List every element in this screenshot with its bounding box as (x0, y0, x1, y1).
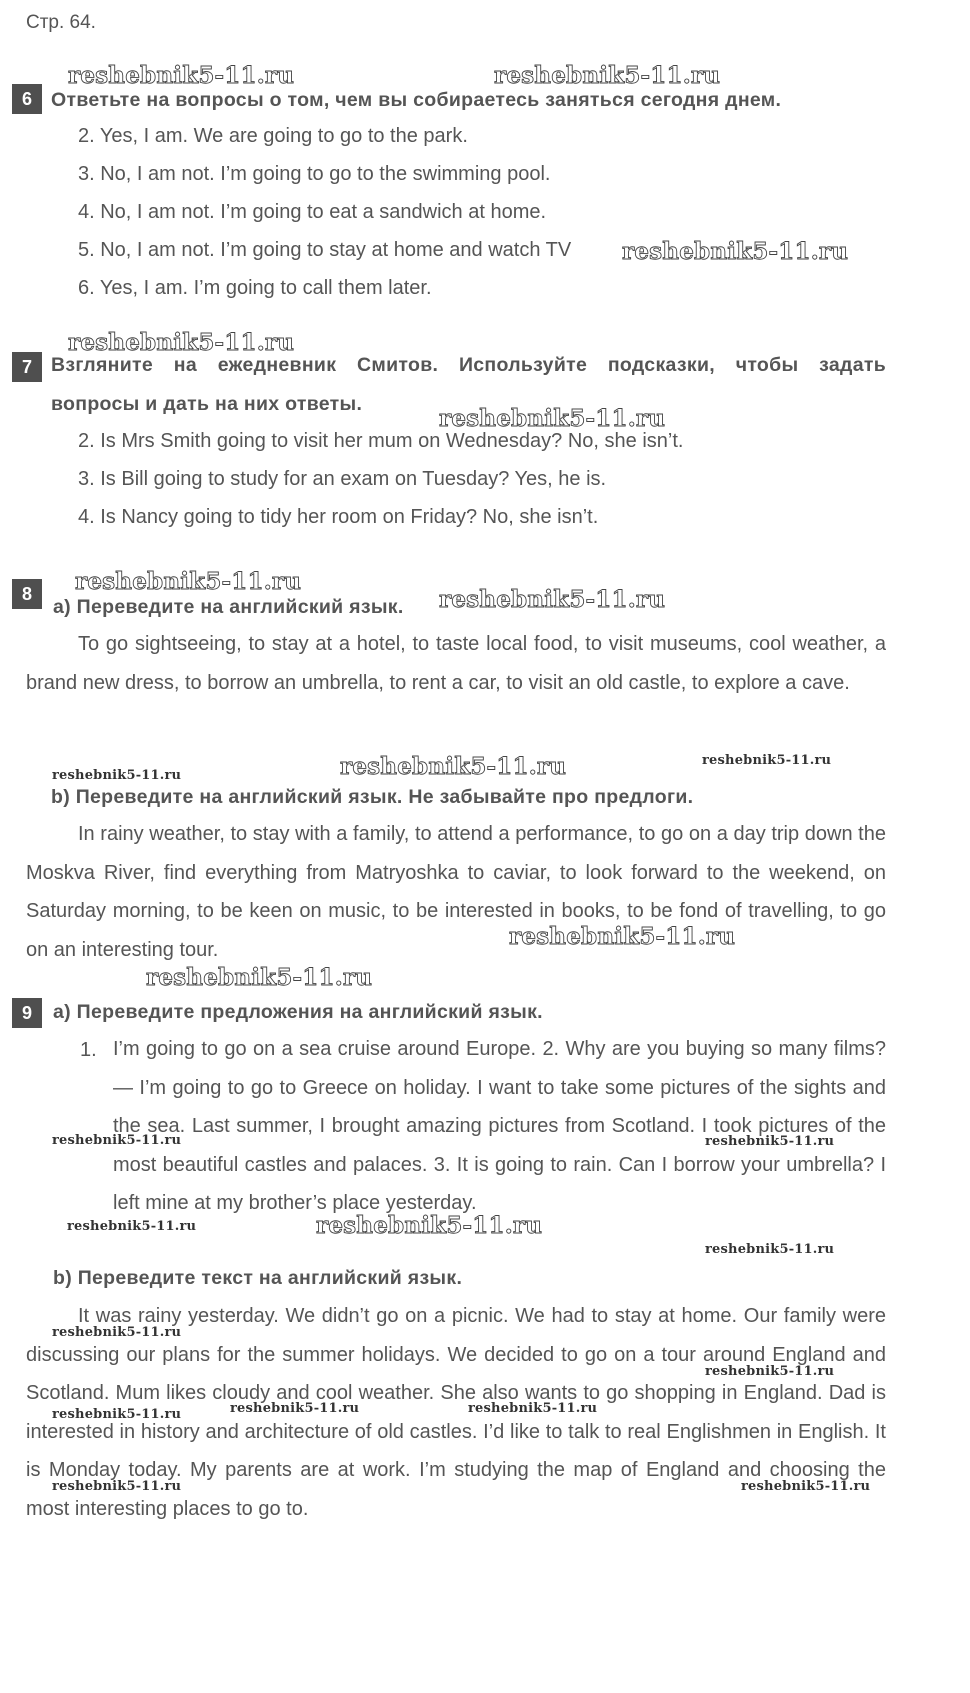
watermark: reshebnik5-11.ru (439, 405, 666, 432)
exercise-6-answer-6: 6. Yes, I am. I’m going to call them later. (78, 277, 432, 299)
watermark: reshebnik5-11.ru (705, 1364, 835, 1379)
exercise-8b-text: In rainy weather, to stay with a family, to attend a performance, to go on a day trip down the Moskva River, find everything from Matryoshka to caviar, to look forward to the weekend, on Saturday morning, to be keen on music, to be interested in books, to be fond of travelling, to go on an interesting tour. (26, 823, 886, 961)
exercise-9b-title: b) Переведите текст на английский язык. (53, 1267, 463, 1289)
exercise-7-title-line-2: вопросы и дать на них ответы. (51, 393, 363, 415)
watermark: reshebnik5-11.ru (705, 1242, 835, 1257)
exercise-6-number: 6 (12, 84, 42, 114)
watermark: reshebnik5-11.ru (702, 753, 832, 768)
watermark: reshebnik5-11.ru (68, 329, 295, 356)
watermark: reshebnik5-11.ru (146, 964, 373, 991)
watermark: reshebnik5-11.ru (230, 1401, 360, 1416)
watermark: reshebnik5-11.ru (705, 1134, 835, 1149)
watermark: reshebnik5-11.ru (622, 238, 849, 265)
exercise-9-number: 9 (12, 998, 42, 1028)
watermark: reshebnik5-11.ru (52, 768, 182, 783)
exercise-9a-text: I’m going to go on a sea cruise around Europe. 2. Why are you buying so many films? — I’m going to go to Greece on holiday. I want to take some pictures of the sights and the sea. Last summer, I brought amazing pictures from Scotland. I took pictures of the most beautiful castles and palaces. 3. It is going to rain. Can I borrow your umbrella? I left mine at my brother’s place yesterday. (113, 1038, 886, 1214)
watermark: reshebnik5-11.ru (316, 1212, 543, 1239)
exercise-7-answer-4: 4. Is Nancy going to tidy her room on Friday? No, she isn’t. (78, 506, 599, 528)
exercise-6-answer-3: 3. No, I am not. I’m going to go to the swimming pool. (78, 163, 551, 185)
exercise-7-title-line-1: Взгляните на ежедневник Смитов. Используйте подсказки, чтобы задать (51, 354, 886, 376)
page-number-label: Стр. 64. (26, 12, 96, 33)
watermark: reshebnik5-11.ru (340, 753, 567, 780)
watermark: reshebnik5-11.ru (509, 923, 736, 950)
watermark: reshebnik5-11.ru (468, 1401, 598, 1416)
watermark: reshebnik5-11.ru (494, 62, 721, 89)
exercise-6-answer-4: 4. No, I am not. I’m going to eat a sandwich at home. (78, 201, 547, 223)
watermark: reshebnik5-11.ru (52, 1325, 182, 1340)
exercise-6-answer-5: 5. No, I am not. I’m going to stay at home and watch TV (78, 239, 572, 261)
exercise-6-answer-2: 2. Yes, I am. We are going to go to the park. (78, 125, 468, 147)
watermark: reshebnik5-11.ru (68, 62, 295, 89)
exercise-7-answer-3: 3. Is Bill going to study for an exam on Tuesday? Yes, he is. (78, 468, 607, 490)
watermark: reshebnik5-11.ru (52, 1407, 182, 1422)
watermark: reshebnik5-11.ru (52, 1133, 182, 1148)
exercise-7-answer-2: 2. Is Mrs Smith going to visit her mum on Wednesday? No, she isn’t. (78, 430, 684, 452)
exercise-9a-title: a) Переведите предложения на английский язык. (53, 1001, 543, 1023)
watermark: reshebnik5-11.ru (439, 586, 666, 613)
exercise-9a-list-marker: 1. (80, 1039, 97, 1061)
exercise-7-number: 7 (12, 352, 42, 382)
watermark: reshebnik5-11.ru (741, 1479, 871, 1494)
watermark: reshebnik5-11.ru (52, 1479, 182, 1494)
exercise-8b-title: b) Переведите на английский язык. Не забывайте про предлоги. (51, 786, 694, 808)
watermark: reshebnik5-11.ru (75, 568, 302, 595)
exercise-9b-text: It was rainy yesterday. We didn’t go on a picnic. We had to stay at home. Our family were discussing our plans for the summer holidays. We decided to go on a tour around England and Scotland. Mum likes cloudy and cool weather. She also wants to go shopping in England. Dad is interested in history and architecture of old castles. I’d like to talk to real Englishmen in English. It is Monday today. My parents are at work. I’m studying the map of England and choosing the most interesting places to go to. (26, 1305, 886, 1520)
exercise-8a-title: a) Переведите на английский язык. (53, 596, 404, 618)
exercise-6-title: Ответьте на вопросы о том, чем вы собираетесь заняться сегодня днем. (51, 89, 782, 111)
exercise-8-number: 8 (12, 579, 42, 609)
watermark: reshebnik5-11.ru (67, 1219, 197, 1234)
exercise-8a-text: To go sightseeing, to stay at a hotel, to taste local food, to visit museums, cool weather, a brand new dress, to borrow an umbrella, to rent a car, to visit an old castle, to explore a cave. (26, 633, 886, 694)
